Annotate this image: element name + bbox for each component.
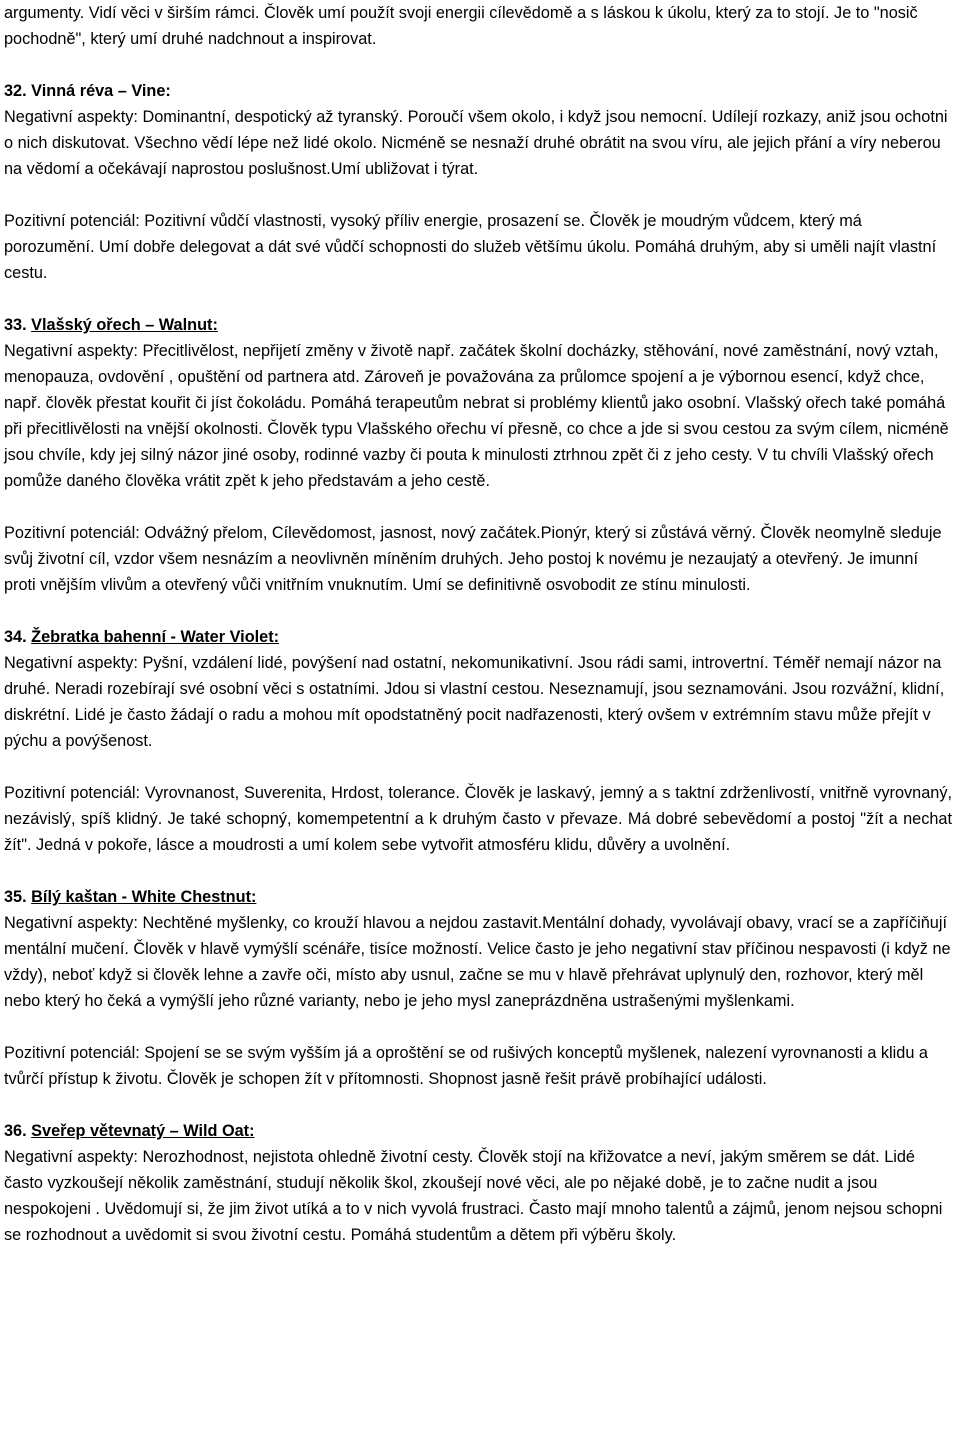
section-33 (4, 312, 952, 624)
spacer (4, 494, 952, 520)
negative-aspects: Negativní aspekty: Přecitlivělost, nepřijetí změny v životě např. začátek školní docházky, stěhování, nové zaměstnání, nový vztah, menopauza, ovdovění , opuštění od partnera atd. Zároveň je považována za průlomce spojení a je výbornou esencí, když chce, např. člověk přestat kouřit či jíst čokoládu. Pomáhá terapeutům nebrat si problémy klientů jako osobní. Vlašský ořech také pomáhá při přecitlivělosti na vnější okolnosti. Člověk typu Vlašského ořechu ví přesně, co chce a jde si svou cestou za svým cílem, nicméně jsou chvíle, kdy jej silný názor jiné osoby, rodinné vazby či pouta k minulosti ztrhnou zpět či z jeho cesty. V tu chvíli Vlašský ořech pomůže daného člověka vrátit zpět k jeho představám a jeho cestě. (4, 342, 949, 490)
section-name: Vinná réva – Vine: (31, 82, 171, 100)
section-heading (4, 624, 952, 650)
positive-potential: Pozitivní potenciál: Odvážný přelom, Cílevědomost, jasnost, nový začátek.Pionýr, který si zůstává věrný. Člověk neomylně sleduje svůj životní cíl, vzdor všem nesnázím a neovlivněn míněním druhých. Jeho postoj k novému je nezaujatý a otevřený. Je imunní proti vnějším vlivům a otevřený vůči vnitřním vnuknutím. Umí se definitivně osvobodit ze stínu minulosti. (4, 524, 942, 594)
spacer (4, 598, 952, 624)
spacer (4, 182, 952, 208)
section-32 (4, 78, 952, 312)
section-35 (4, 884, 952, 1118)
section-heading (4, 312, 952, 338)
document-page (4, 0, 952, 1248)
section-34 (4, 624, 952, 884)
section-name: Žebratka bahenní - Water Violet: (31, 628, 280, 646)
intro-paragraph: argumenty. Vidí věci v širším rámci. Člověk umí použít svoji energii cílevědomě a s láskou k úkolu, který za to stojí. Je to "nosič pochodně", který umí druhé nadchnout a inspirovat. (4, 4, 918, 48)
spacer (4, 754, 952, 780)
section-name: Sveřep větevnatý – Wild Oat: (31, 1122, 255, 1140)
spacer (4, 286, 952, 312)
section-number: 35. (4, 888, 27, 906)
section-36 (4, 1118, 952, 1248)
section-number: 34. (4, 628, 27, 646)
positive-potential: Pozitivní potenciál: Pozitivní vůdčí vlastnosti, vysoký příliv energie, prosazení se. Člověk je moudrým vůdcem, který má porozumění. Umí dobře delegovat a dát své vůdčí schopnosti do služeb většímu úkolu. Pomáhá druhým, aby si uměli najít vlastní cestu. (4, 212, 937, 282)
section-number: 36. (4, 1122, 27, 1140)
section-name: Bílý kaštan - White Chestnut: (31, 888, 257, 906)
section-number: 33. (4, 316, 27, 334)
spacer (4, 52, 952, 78)
section-heading (4, 78, 952, 104)
negative-aspects: Negativní aspekty: Nerozhodnost, nejistota ohledně životní cesty. Člověk stojí na křižovatce a neví, jakým směrem se dát. Lidé často vyzkoušejí několik zaměstnání, studují několik škol, zkoušejí nové věci, ale po nějaké době, je to začne nudit a jsou nespokojeni . Uvědomují si, že jim život utíká a to v nich vyvolá frustraci. Často mají mnoho talentů a zájmů, jenom nejsou schopni se rozhodnout a uvědomit si svou životní cestu. Pomáhá studentům a dětem při výběru školy. (4, 1148, 943, 1244)
negative-aspects: Negativní aspekty: Nechtěné myšlenky, co krouží hlavou a nejdou zastavit.Mentální dohady, vyvolávají obavy, vrací se a zapříčiňují mentální mučení. Člověk v hlavě vymýšlí scénáře, tisíce možností. Velice často je jeho negativní stav příčinou nespavosti (i když ne vždy), neboť když si člověk lehne a zavře oči, místo aby usnul, začne se mu v hlavě přehrávat uplynulý den, rozhovor, který měl nebo který ho čeká a vymýšlí jeho různé varianty, nebo je jeho mysl zaneprázdněna ustrašenými myšlenkami. (4, 914, 951, 1010)
spacer (4, 1014, 952, 1040)
spacer (4, 858, 952, 884)
positive-potential: Pozitivní potenciál: Spojení se se svým vyšším já a oproštění se od rušivých konceptů myšlenek, nalezení vyrovnanosti a klidu a tvůrčí přístup k životu. Člověk je schopen žít v přítomnosti. Shopnost jasně řešit právě probíhající události. (4, 1044, 928, 1088)
section-heading (4, 1118, 952, 1144)
negative-aspects: Negativní aspekty: Pyšní, vzdálení lidé, povýšení nad ostatní, nekomunikativní. Jsou rádi sami, introvertní. Téměř nemají názor na druhé. Neradi rozebírají své osobní věci s ostatními. Jdou si vlastní cestou. Neseznamují, jsou seznamováni. Jsou rozvážní, klidní, diskrétní. Lidé je často žádají o radu a mohou mít opodstatněný pocit nadřazenosti, který ovšem v extrémním stavu může přejít v pýchu a povýšenost. (4, 654, 945, 750)
spacer (4, 1092, 952, 1118)
section-heading (4, 884, 952, 910)
section-number: 32. (4, 82, 27, 100)
positive-potential: Pozitivní potenciál: Vyrovnanost, Suverenita, Hrdost, tolerance. Člověk je laskavý, jemný a s taktní zdrženlivostí, vnitřně vyrovnaný, nezávislý, spíš klidný. Je také schopný, komempetentní a k druhým často v převaze. Má dobré sebevědomí a postoj "žít a nechat žít". Jedná v pokoře, lásce a moudrosti a umí kolem sebe vytvořit atmosféru klidu, důvěry a uvolnění. (4, 784, 952, 854)
section-name: Vlašský ořech – Walnut: (31, 316, 218, 334)
negative-aspects: Negativní aspekty: Dominantní, despotický až tyranský. Poroučí všem okolo, i když jsou nemocní. Udílejí rozkazy, aniž jsou ochotni o nich diskutovat. Všechno vědí lépe než lidé okolo. Nicméně se nesnaží druhé obrátit na svou víru, ale jejich přání a víry neberou na vědomí a očekávají naprostou poslušnost.Umí ubližovat i týrat. (4, 108, 948, 178)
